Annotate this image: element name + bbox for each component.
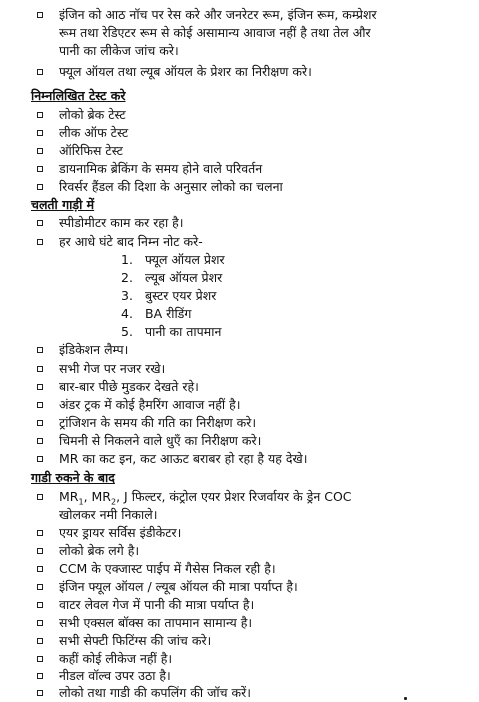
item-text: एयर ड्रायर सर्विस इंडीकेटर। <box>59 525 182 540</box>
bullet-icon <box>37 438 43 444</box>
section-heading: चलती गाड़ी में <box>31 197 95 212</box>
section-heading: निम्नलिखित टेस्ट करे <box>31 88 126 103</box>
item-text: कहीं कोई लीकेज नहीं है। <box>59 651 173 666</box>
item-text: नीडल वॉल्व उपर उठा है। <box>59 668 171 683</box>
bullet-icon <box>37 656 43 662</box>
item-text: रिवर्सर हैंडल की दिशा के अनुसार लोको का चलना <box>59 179 283 194</box>
item-text: सभी सेफ्टी फिटिंग्स की जांच करे। <box>59 633 212 648</box>
item-text: सभी एक्सल बॉक्स का तापमान सामान्य है। <box>59 615 253 630</box>
item-text: ऑरिफिस टेस्ट <box>59 143 123 158</box>
bullet-icon <box>37 494 43 500</box>
item-number: 5. <box>121 324 133 339</box>
bullet-icon <box>37 366 43 372</box>
item-text: रूम तथा रेडिएटर रूम से कोई असामान्य आवाज नहीं है तथा तेल और <box>59 25 371 40</box>
bullet-icon <box>37 130 43 136</box>
bullet-icon <box>37 347 43 353</box>
item-text: स्पीडोमीटर काम कर रहा है। <box>59 215 184 230</box>
bullet-icon <box>37 239 43 245</box>
item-text: फ्यूल ऑयल तथा ल्यूब ऑयल के प्रेशर का निरीक्षण करे। <box>59 64 312 79</box>
bullet-icon <box>37 420 43 426</box>
stray-mark <box>404 697 407 700</box>
item-number: 3. <box>121 288 133 303</box>
item-text: अंडर ट्रक में कोई हैमरिंग आवाज नहीं है। <box>59 397 241 412</box>
bullet-icon <box>37 566 43 572</box>
bullet-icon <box>37 602 43 608</box>
item-text: लोको तथा गाडी की कपलिंग की जॉच करें। <box>59 685 251 700</box>
bullet-icon <box>37 584 43 590</box>
bullet-icon <box>37 148 43 154</box>
item-number: 4. <box>121 306 133 321</box>
item-text: $MR_1$, $MR_2$, J फिल्टर, कंट्रोल एयर प्रेशर रिजर्वायर के ड्रेन COC <box>59 489 352 507</box>
bullet-icon <box>37 638 43 644</box>
item-text: ट्रांजिशन के समय की गति का निरीक्षण करे। <box>59 415 257 430</box>
item-number: 2. <box>121 270 133 285</box>
bullet-icon <box>37 620 43 626</box>
bullet-icon <box>37 184 43 190</box>
bullet-icon <box>37 166 43 172</box>
item-text: डायनामिक ब्रेकिंग के समय होने वाले परिवर्तन <box>59 161 263 176</box>
item-text: लोको ब्रेक टेस्ट <box>59 107 126 122</box>
section-heading: गाडी रुकने के बाद <box>31 470 115 485</box>
bullet-icon <box>37 673 43 679</box>
item-text: पानी का लीकेज जांच करे। <box>59 43 179 58</box>
bullet-icon <box>37 12 43 18</box>
item-text: BA रीडिंग <box>145 306 192 321</box>
item-text: वाटर लेवल गेज में पानी की मात्रा पर्याप्त है। <box>59 597 255 612</box>
bullet-icon <box>37 456 43 462</box>
bullet-icon <box>37 220 43 226</box>
item-text: MR का कट इन, कट आऊट बराबर हो रहा है यह देखे। <box>59 451 308 466</box>
item-text: लोको ब्रेक लगे है। <box>59 543 140 558</box>
item-text: इंजिन फ्यूल ऑयल / ल्यूब ऑयल की मात्रा पर्याप्त है। <box>59 579 298 594</box>
item-text: चिमनी से निकलने वाले धुएँ का निरीक्षण करे। <box>59 433 262 448</box>
item-text: फ्यूल ऑयल प्रेशर <box>145 252 225 267</box>
item-text: पानी का तापमान <box>145 324 222 339</box>
bullet-icon <box>37 402 43 408</box>
bullet-icon <box>37 530 43 536</box>
item-text: खोलकर नमी निकाले। <box>59 507 158 522</box>
item-text: सभी गेज पर नजर रखे। <box>59 361 166 376</box>
bullet-icon <box>37 384 43 390</box>
item-text: ल्यूब ऑयल प्रेशर <box>145 270 223 285</box>
item-text: बुस्टर एयर प्रेशर <box>145 288 217 303</box>
bullet-icon <box>37 690 43 696</box>
bullet-icon <box>37 548 43 554</box>
bullet-icon <box>37 112 43 118</box>
item-text: इंडिकेशन लैम्प। <box>59 342 129 357</box>
item-text: इंजिन को आठ नॉच पर रेस करे और जनरेटर रूम, इंजिन रूम, कम्प्रेशर <box>59 7 377 22</box>
item-text: लीक ऑफ टेस्ट <box>59 125 129 140</box>
bullet-icon <box>37 69 43 75</box>
item-text: बार-बार पीछे मुडकर देखते रहे। <box>59 379 199 394</box>
item-text: हर आधे घंटे बाद निम्न नोट करे- <box>59 234 203 249</box>
item-text: CCM के एक्जास्ट पाईप में गैसेस निकल रही है। <box>59 561 276 576</box>
item-number: 1. <box>121 252 133 267</box>
